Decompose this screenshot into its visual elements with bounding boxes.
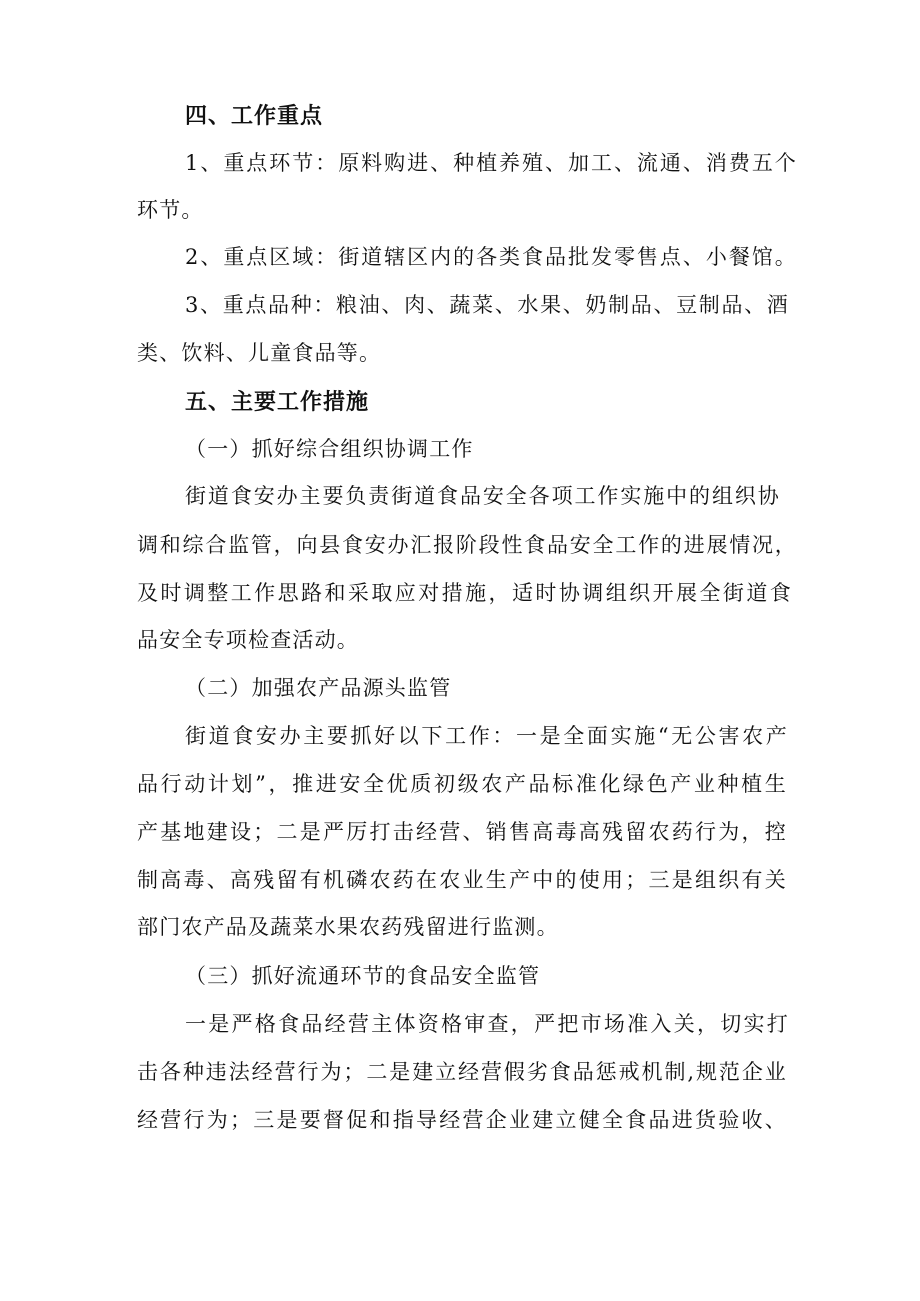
section-heading-5: 五、主要工作措施: [185, 390, 370, 415]
paragraph-line: 及时调整工作思路和采取应对措施，适时协调组织开展全街道食: [137, 581, 792, 605]
paragraph-line: 3、重点品种：粮油、肉、蔬菜、水果、奶制品、豆制品、酒: [185, 293, 789, 317]
paragraph-line: 1、重点环节：原料购进、种植养殖、加工、流通、消费五个: [185, 151, 797, 175]
paragraph-line: 街道食安办主要负责街道食品安全各项工作实施中的组织协: [185, 484, 780, 508]
paragraph-line: 2、重点区域：街道辖区内的各类食品批发零售点、小餐馆。: [185, 245, 797, 269]
subsection-heading-3: （三）抓好流通环节的食品安全监管: [185, 964, 541, 988]
section-heading-4: 四、工作重点: [185, 104, 324, 129]
paragraph-line: 一是严格食品经营主体资格审查，严把市场准入关，切实打: [185, 1012, 789, 1036]
paragraph-line: 击各种违法经营行为；二是建立经营假劣食品惩戒机制,规范企业: [137, 1060, 787, 1084]
paragraph-line: 品安全专项检查活动。: [137, 628, 359, 652]
paragraph-line: 制高毒、高残留有机磷农药在农业生产中的使用；三是组织有关: [137, 868, 787, 892]
paragraph-line: 类、饮料、儿童食品等。: [137, 341, 382, 365]
paragraph-line: 品行动计划”，推进安全优质初级农产品标准化绿色产业种植生: [137, 772, 787, 796]
subsection-heading-2: （二）加强农产品源头监管: [185, 676, 452, 700]
paragraph-line: 街道食安办主要抓好以下工作：一是全面实施“无公害农产: [185, 724, 788, 748]
paragraph-line: 产基地建设；二是严厉打击经营、销售高毒高残留农药行为，控: [137, 820, 787, 844]
paragraph-line: 调和综合监管，向县食安办汇报阶段性食品安全工作的进展情况，: [137, 533, 797, 557]
paragraph-line: 环节。: [137, 198, 204, 222]
subsection-heading-1: （一）抓好综合组织协调工作: [185, 437, 474, 461]
paragraph-line: 部门农产品及蔬菜水果农药残留进行监测。: [137, 915, 559, 939]
paragraph-line: 经营行为；三是要督促和指导经营企业建立健全食品进货验收、: [137, 1108, 787, 1132]
